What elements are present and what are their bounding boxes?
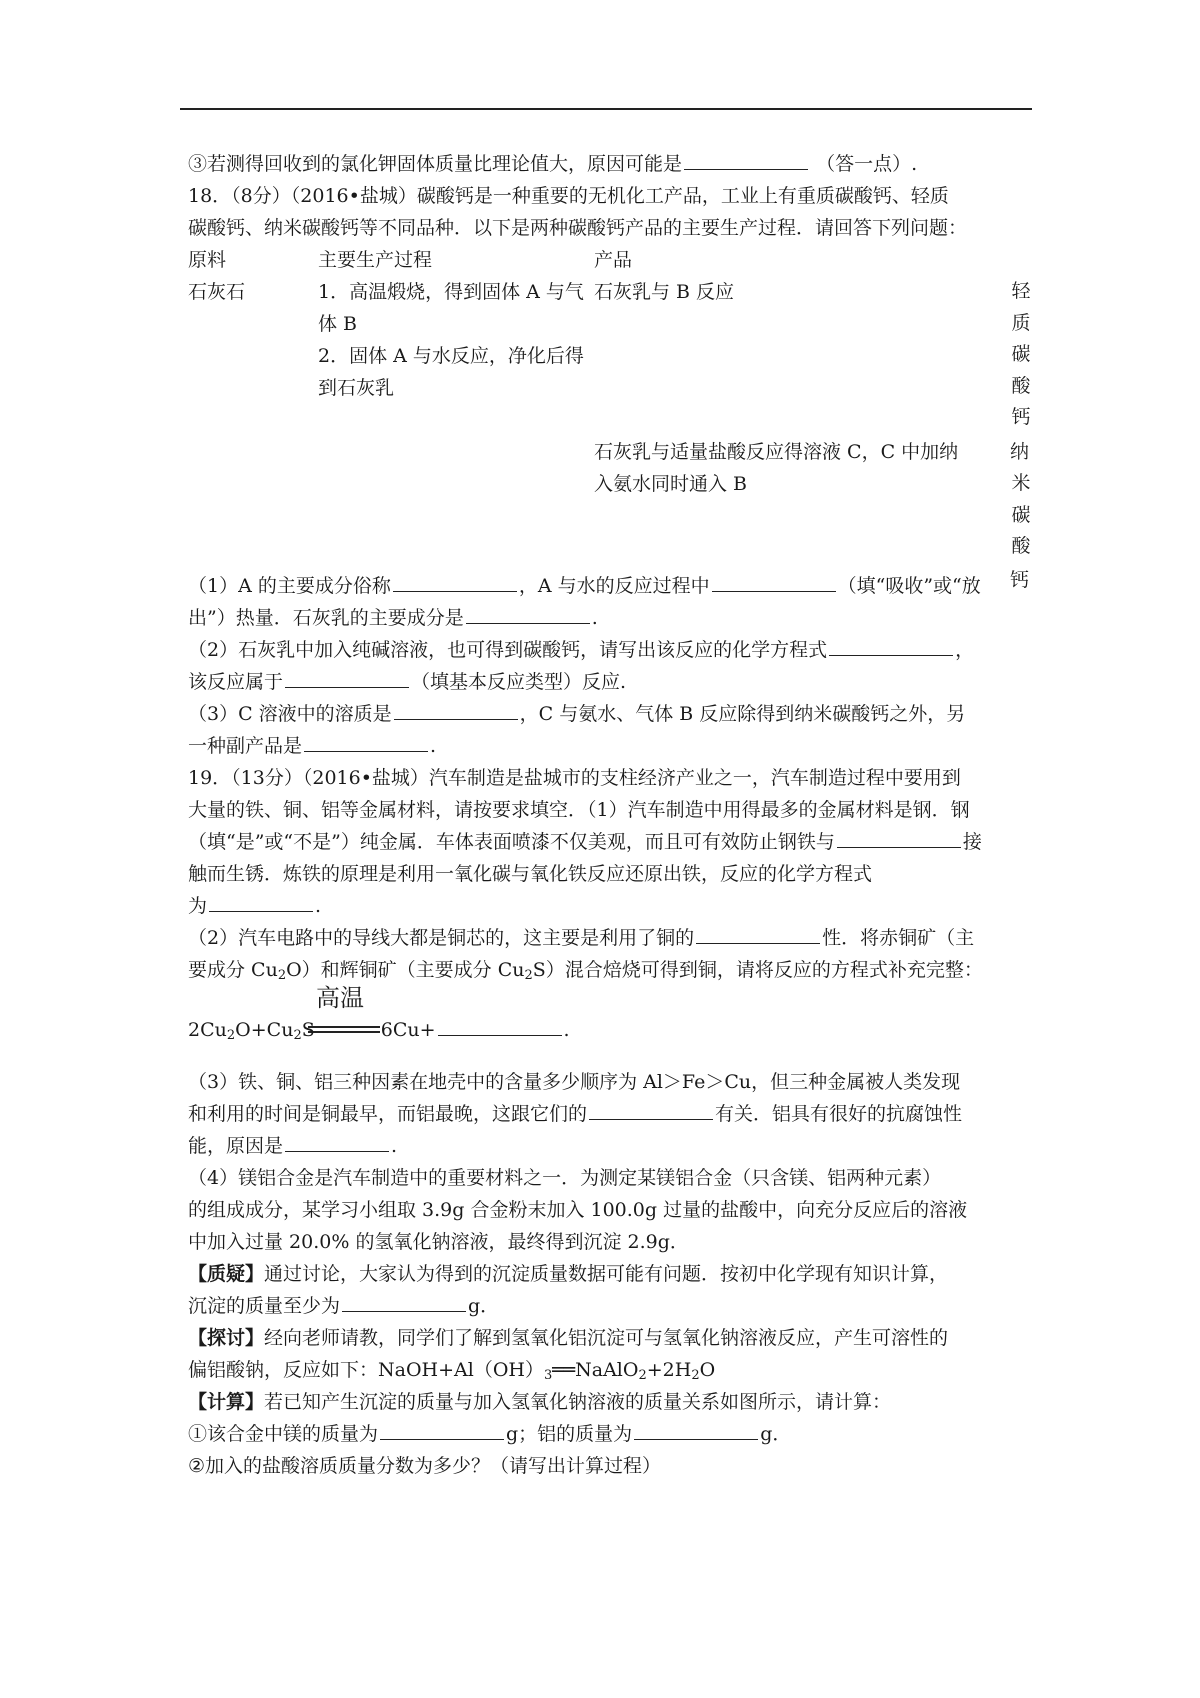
- answer-blank[interactable]: [466, 603, 590, 624]
- table-product2-last: 钙: [1010, 569, 1030, 591]
- table-header-raw: 原料: [188, 249, 227, 271]
- answer-blank[interactable]: [393, 571, 517, 592]
- table-route2b: 入氨水同时通入 B: [594, 473, 748, 495]
- q19-part2: （2）汽车电路中的导线大都是铜芯的，这主要是利用了铜的 性．将赤铜矿（主 要成分 $Cu_2O$）和辉铜矿（主要成分 $Cu_2S$）混合焙烧可得到铜，请将反应的方程式补充完整：: [188, 922, 1034, 986]
- q19-intro: 19．（13分）（2016•盐城）汽车制造是盐城市的支柱经济产业之一，汽车制造过程中要用到 大量的铁、铜、铝等金属材料，请按要求填空．（1）汽车制造中用得最多的金属材料是钢．钢 （填“是”或“不是”）纯金属．车体表面喷漆不仅美观，而且可有效防止钢铁与 接 触而生锈．炼铁的原理是利用一氧化碳与氧化铁反应还原出铁，反应的化学方程式 为 .: [188, 767, 982, 917]
- q18-part2: （2）石灰乳中加入纯碱溶液，也可得到碳酸钙，请写出该反应的化学方程式 ， 该反应属于 （填基本反应类型）反应.: [188, 634, 1034, 698]
- table-route1: 石灰乳与 B 反应: [594, 281, 735, 303]
- equation-condition: 高温: [316, 984, 364, 1012]
- reaction-equation: 高温 $2Cu_2O+Cu_2S$ 6Cu+ .: [188, 984, 570, 1043]
- q18-part3: （3）C 溶液中的溶质是 ，C 与氨水、气体 B 反应除得到纳米碳酸钙之外，另 一种副产品是 .: [188, 698, 1034, 762]
- table-step2a: 2．固体 A 与水反应，净化后得: [318, 345, 584, 367]
- answer-blank[interactable]: [380, 1419, 504, 1440]
- answer-blank[interactable]: [589, 1099, 713, 1120]
- answer-blank[interactable]: [394, 699, 518, 720]
- q19-part4: （4）镁铝合金是汽车制造中的重要材料之一．为测定某镁铝合金（只含镁、铝两种元素） 的组成成分，某学习小组取 3.9g 合金粉末加入 100.0g 过量的盐酸中，向充分反应后的溶液 中加入过量 20.0% 的氢氧化钠溶液，最终得到沉淀 2.9g． 【质疑】通过讨论，大家认为得到的沉淀质量数据可能有问题．按初中化学现有知识计算， 沉淀的质量至少为 g． 【探讨】经向老师请教，同学们了解到氢氧化铝沉淀可与氢氧化钠溶液反应，产生可溶性的 偏铝酸钠，反应如下：$NaOH+Al(OH)_3══NaAlO_2+2H_2O$ 【计算】若已知产生沉淀的质量与加入氢氧化钠溶液的质量关系如图所示，请计算： ①该合金中镁的质量为 g；铝的质量为 g． ②加入的盐酸溶质质量分数为多少？（请写出计算过程）: [188, 1167, 968, 1477]
- answer-blank[interactable]: [712, 571, 836, 592]
- table-product2-head: 纳: [1010, 441, 1030, 463]
- header-rule: [180, 108, 1032, 110]
- answer-blank[interactable]: [285, 667, 409, 688]
- table-header-process: 主要生产过程: [318, 249, 433, 271]
- table-route2a: 石灰乳与适量盐酸反应得溶液 C，C 中加纳: [594, 441, 959, 463]
- table-step1a: 1．高温煅烧，得到固体 A 与气: [318, 281, 584, 303]
- table-product1: 轻 质 碳 酸 钙: [1011, 280, 1031, 428]
- answer-blank[interactable]: [696, 923, 820, 944]
- answer-blank[interactable]: [209, 891, 313, 912]
- answer-blank[interactable]: [829, 635, 953, 656]
- answer-blank[interactable]: [342, 1291, 466, 1312]
- table-raw-material: 石灰石: [188, 281, 246, 303]
- answer-blank[interactable]: [438, 1015, 562, 1036]
- table-product2: 米 碳 酸: [1011, 472, 1031, 557]
- q18-part1: （1）A 的主要成分俗称 ，A 与水的反应过程中 （填“吸收”或“放 出”）热量．石灰乳的主要成分是 .: [188, 570, 1034, 634]
- answer-blank[interactable]: [304, 731, 428, 752]
- answer-blank[interactable]: [684, 149, 808, 170]
- answer-blank[interactable]: [285, 1131, 389, 1152]
- table-header-product: 产品: [594, 249, 633, 271]
- q17-item3: ③若测得回收到的氯化钾固体质量比理论值大，原因可能是 （答一点）.: [188, 148, 1034, 180]
- q19-part3: （3）铁、铜、铝三种因素在地壳中的含量多少顺序为 Al＞Fe＞Cu，但三种金属被人类发现 和利用的时间是铜最早，而铝最晚，这跟它们的 有关．铝具有很好的抗腐蚀性 能，原因是 .: [188, 1071, 963, 1157]
- answer-blank[interactable]: [837, 827, 961, 848]
- production-table: [188, 244, 1034, 591]
- answer-blank[interactable]: [634, 1419, 758, 1440]
- document-body: [188, 148, 1034, 1482]
- table-step1b: 体 B: [318, 313, 358, 335]
- q18-intro: 18．（8分）（2016•盐城）碳酸钙是一种重要的无机化工产品，工业上有重质碳酸钙、轻质 碳酸钙、纳米碳酸钙等不同品种．以下是两种碳酸钙产品的主要生产过程．请回答下列问题：: [188, 185, 968, 239]
- table-step2b: 到石灰乳: [318, 377, 395, 399]
